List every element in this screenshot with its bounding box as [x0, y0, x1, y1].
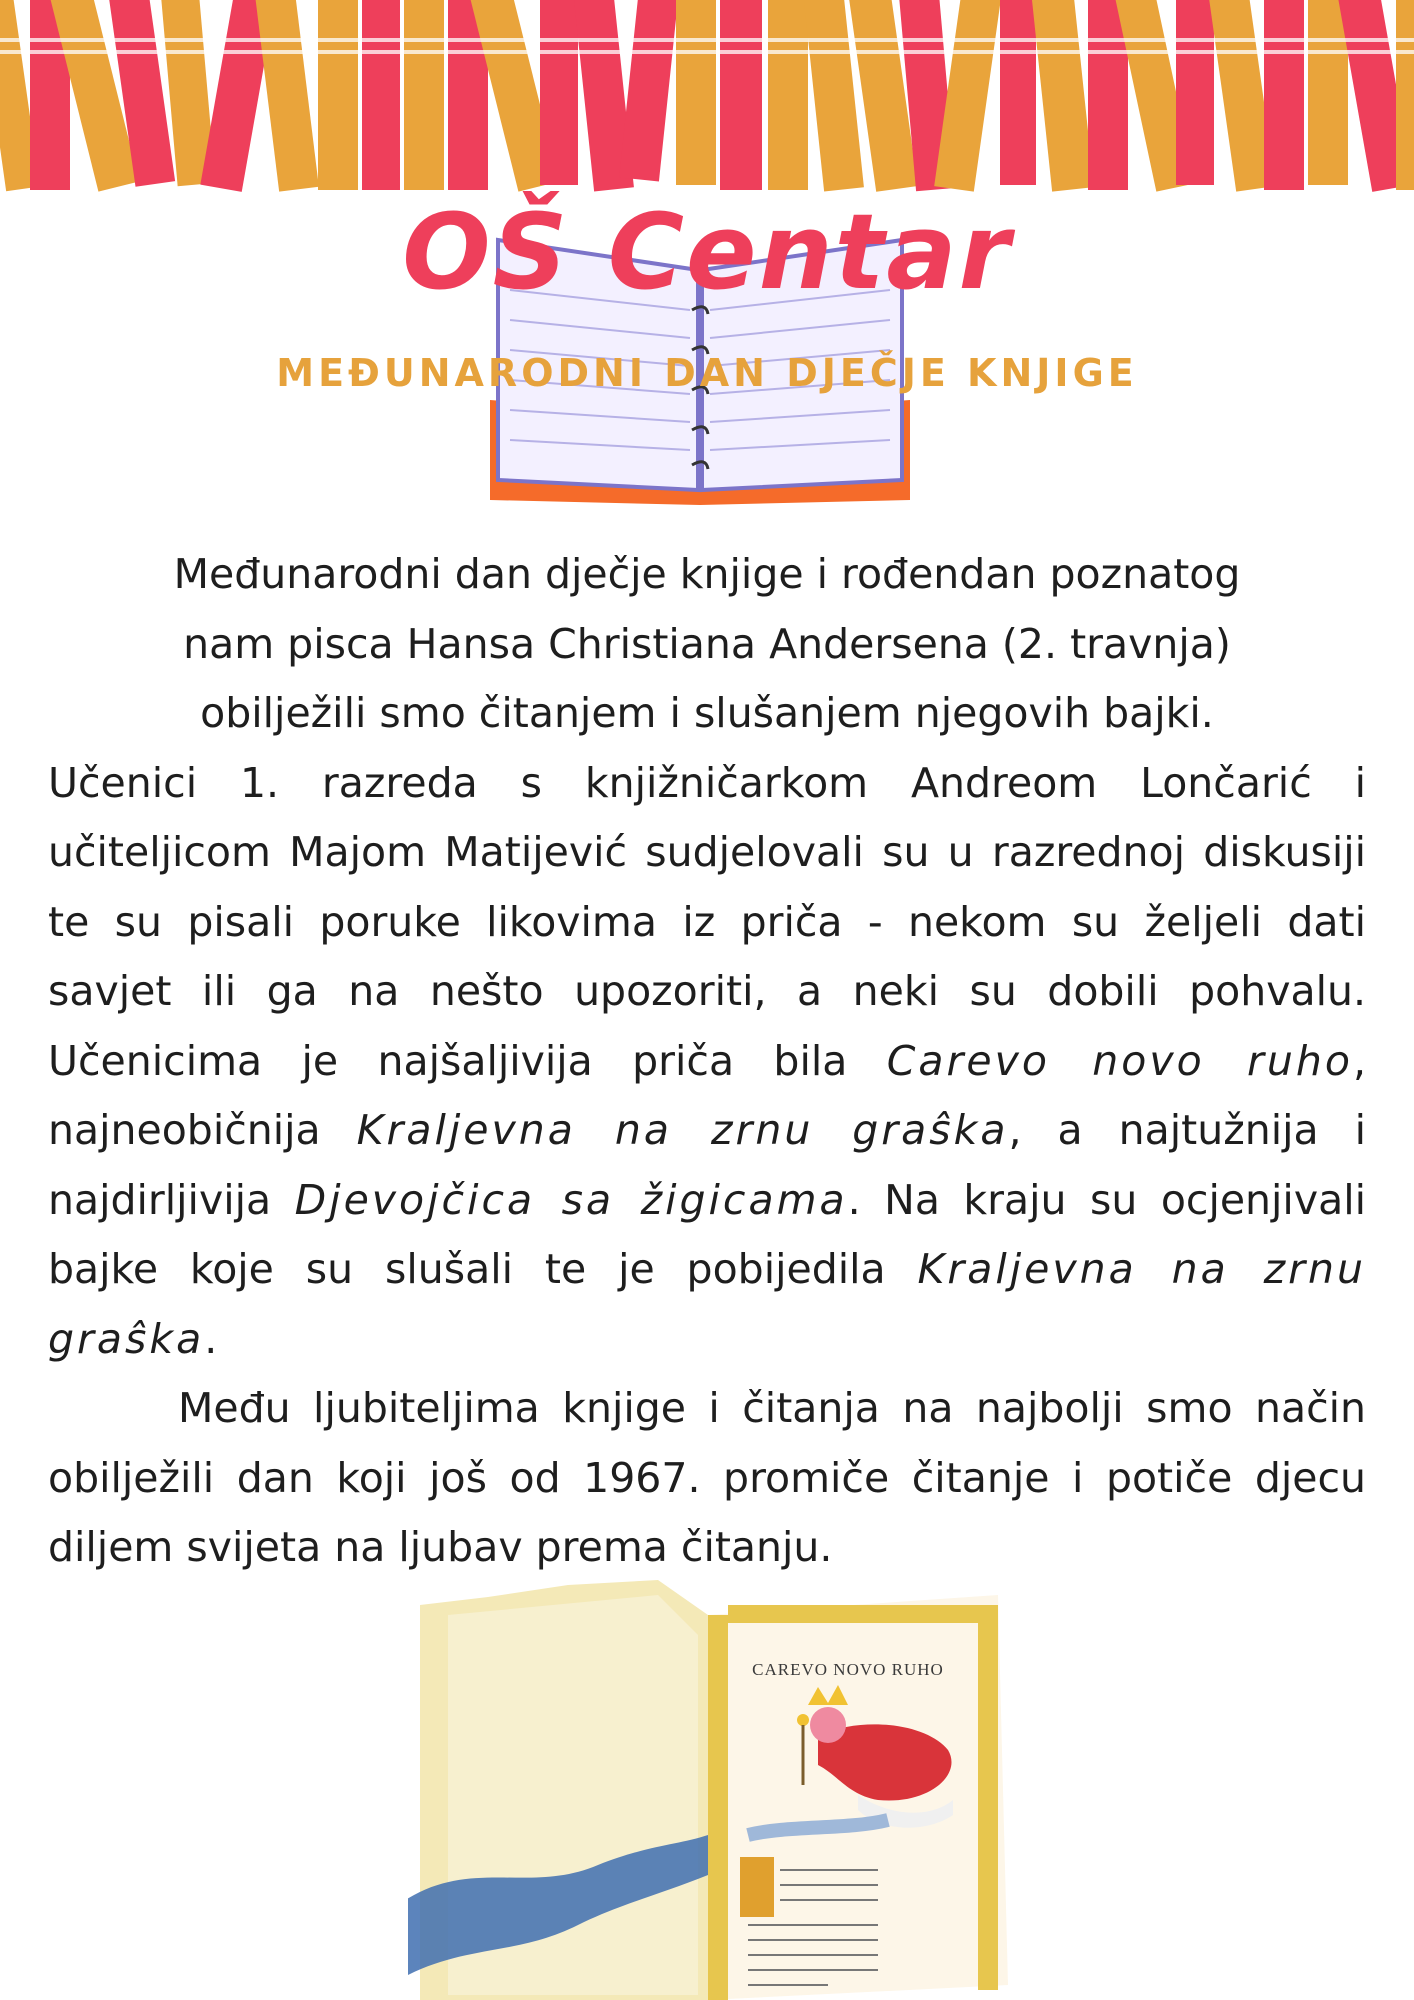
paragraph-text: , a najtužnija i najdirljivija [48, 1106, 1366, 1224]
page-subtitle: MEĐUNARODNI DAN DJEČJE KNJIGE [276, 351, 1138, 395]
book-spines [0, 0, 1414, 192]
article-line-2: nam pisca Hansa Christiana Andersena (2. travnja) [183, 619, 1231, 668]
open-book-photo [408, 1575, 1014, 2000]
story-title-djevojcica: Djevojčica sa žigicama [294, 1175, 848, 1224]
article-paragraph-1 [48, 749, 1366, 1375]
article-line-3: obilježili smo čitanjem i slušanjem njegovih bajki. [200, 689, 1214, 737]
paragraph-text: . [204, 1314, 218, 1363]
paragraph-text: Učenici 1. razreda s knjižničarkom Andreom Lončarić i učiteljicom Majom Matijević sudjelovali su u razrednoj diskusiji te su pisali poruke likovima iz priča - nekom su željeli dati savjet ili ga na nešto upozoriti, a neki su dobili pohvalu. Učenicima je najšaljivija priča bila [48, 758, 1366, 1085]
story-title-carevo: Carevo novo ruho [886, 1036, 1353, 1085]
story-title-winner: Kraljevna na zrnu graŝka [48, 1245, 1366, 1363]
article-body [48, 540, 1366, 1583]
paragraph-text: . Na kraju su ocjenjivali bajke koje su slušali te je pobijedila [48, 1175, 1366, 1293]
article-line-1: Međunarodni dan dječje knjige i rođendan poznatog [173, 550, 1241, 598]
story-title-kraljevna: Kraljevna na zrnu graŝka [356, 1106, 1009, 1154]
page-title: OŠ Centar [402, 191, 1012, 313]
paragraph-text: , najneobičnija [48, 1036, 1366, 1154]
article-paragraph-2: Među ljubiteljima knjige i čitanja na najbolji smo način obilježili dan koji još od 1967. promiče čitanje i potiče djecu diljem svijeta na ljubav prema čitanju. [48, 1384, 1366, 1571]
photo-book-title: CAREVO NOVO RUHO [752, 1660, 944, 1679]
